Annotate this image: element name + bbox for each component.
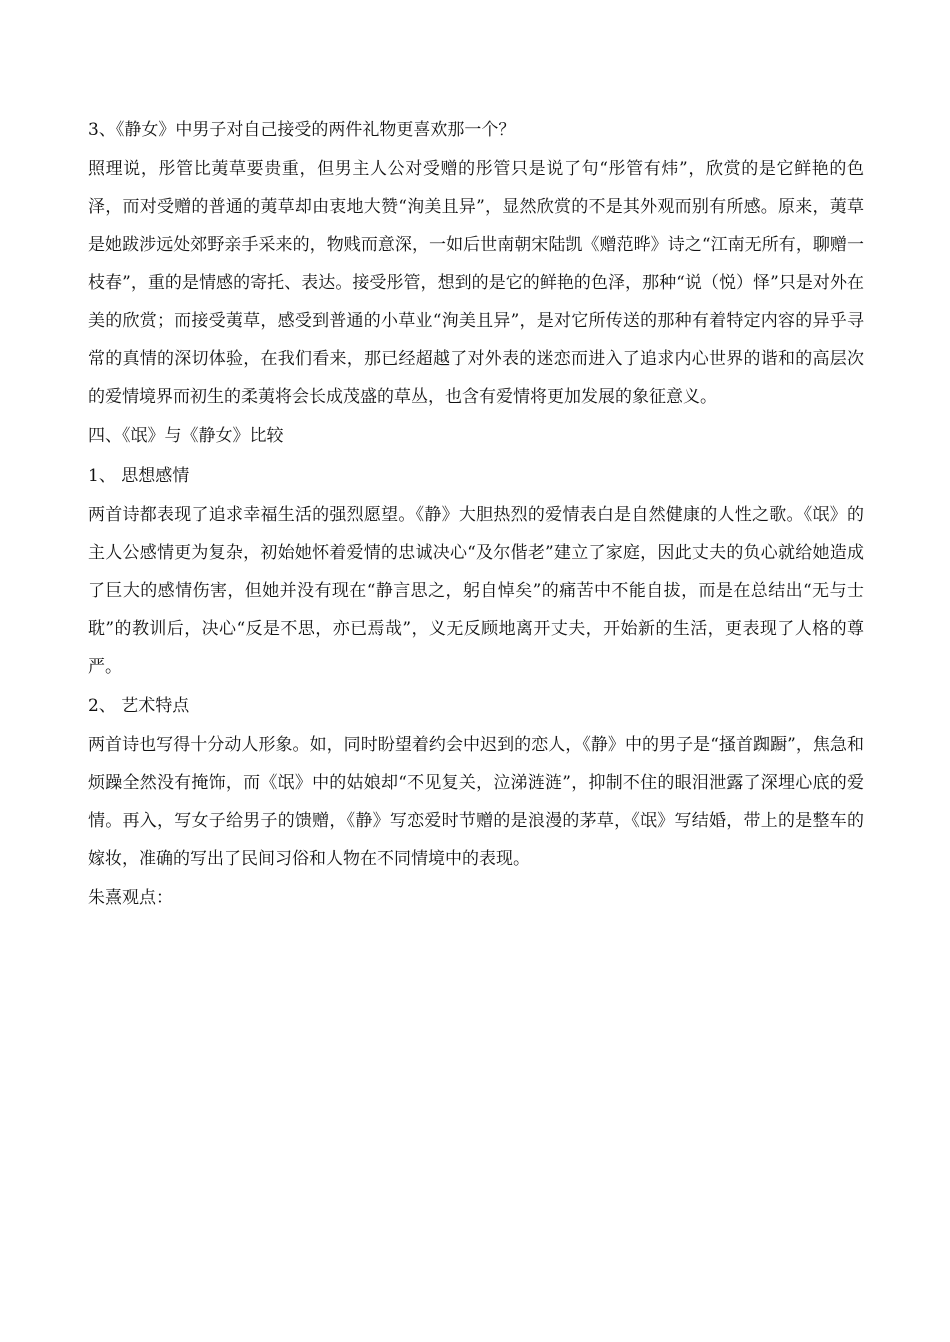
- question-3-heading: 3、《静女》中男子对自己接受的两件礼物更喜欢那一个？: [88, 120, 516, 140]
- subsection-1-heading: 1、 思想感情: [88, 466, 190, 486]
- section-4-heading: 四、《氓》与《静女》比较: [88, 426, 284, 446]
- subsection-1-text: 两首诗都表现了追求幸福生活的强烈愿望。《静》大胆热烈的爱情表白是自然健康的人性之歌。《氓》的主人公感情更为复杂，初始她怀着爱情的忠诚决心“及尔偕老”建立了家庭，因此丈夫的负心就给她造成了巨大的感情伤害，但她并没有现在“静言思之，躬自悼矣”的痛苦中不能自拔，而是在总结出“无与士耽”的教训后，决心“反是不思，亦已焉哉”，义无反顾地离开丈夫，开始新的生活，更表现了人格的尊严。: [88, 505, 864, 677]
- question-3-answer: 照理说，彤管比荑草要贵重，但男主人公对受赠的彤管只是说了句“彤管有炜”，欣赏的是它鲜艳的色泽，而对受赠的普通的荑草却由衷地大赞“洵美且异”，显然欣赏的不是其外观而别有所感。原来，荑草是她跋涉远处郊野亲手采来的，物贱而意深，一如后世南朝宋陆凯《赠范晔》诗之“江南无所有，聊赠一枝春”，重的是情感的寄托、表达。接受彤管，想到的是它的鲜艳的色泽，那种“说（悦）怿”只是对外在美的欣赏；而接受荑草，感受到普通的小草业“洵美且异”，是对它所传送的那种有着特定内容的异乎寻常的真情的深切体验，在我们看来，那已经超越了对外表的迷恋而进入了追求内心世界的谐和的高层次的爱情境界而初生的柔荑将会长成茂盛的草丛，也含有爱情将更加发展的象征意义。: [88, 159, 864, 407]
- subsection-2-text: 两首诗也写得十分动人形象。如，同时盼望着约会中迟到的恋人，《静》中的男子是“搔首踟蹰”，焦急和烦躁全然没有掩饰，而《氓》中的姑娘却“不见复关，泣涕涟涟”，抑制不住的眼泪泄露了深埋心底的爱情。再入，写女子给男子的馈赠，《静》写恋爱时节赠的是浪漫的茅草，《氓》写结婚，带上的是整车的嫁妆，准确的写出了民间习俗和人物在不同情境中的表现。: [88, 735, 864, 869]
- zhuxi-heading: 朱熹观点：: [88, 888, 173, 908]
- document-page: [88, 120, 864, 928]
- subsection-2-heading: 2、 艺术特点: [88, 696, 190, 716]
